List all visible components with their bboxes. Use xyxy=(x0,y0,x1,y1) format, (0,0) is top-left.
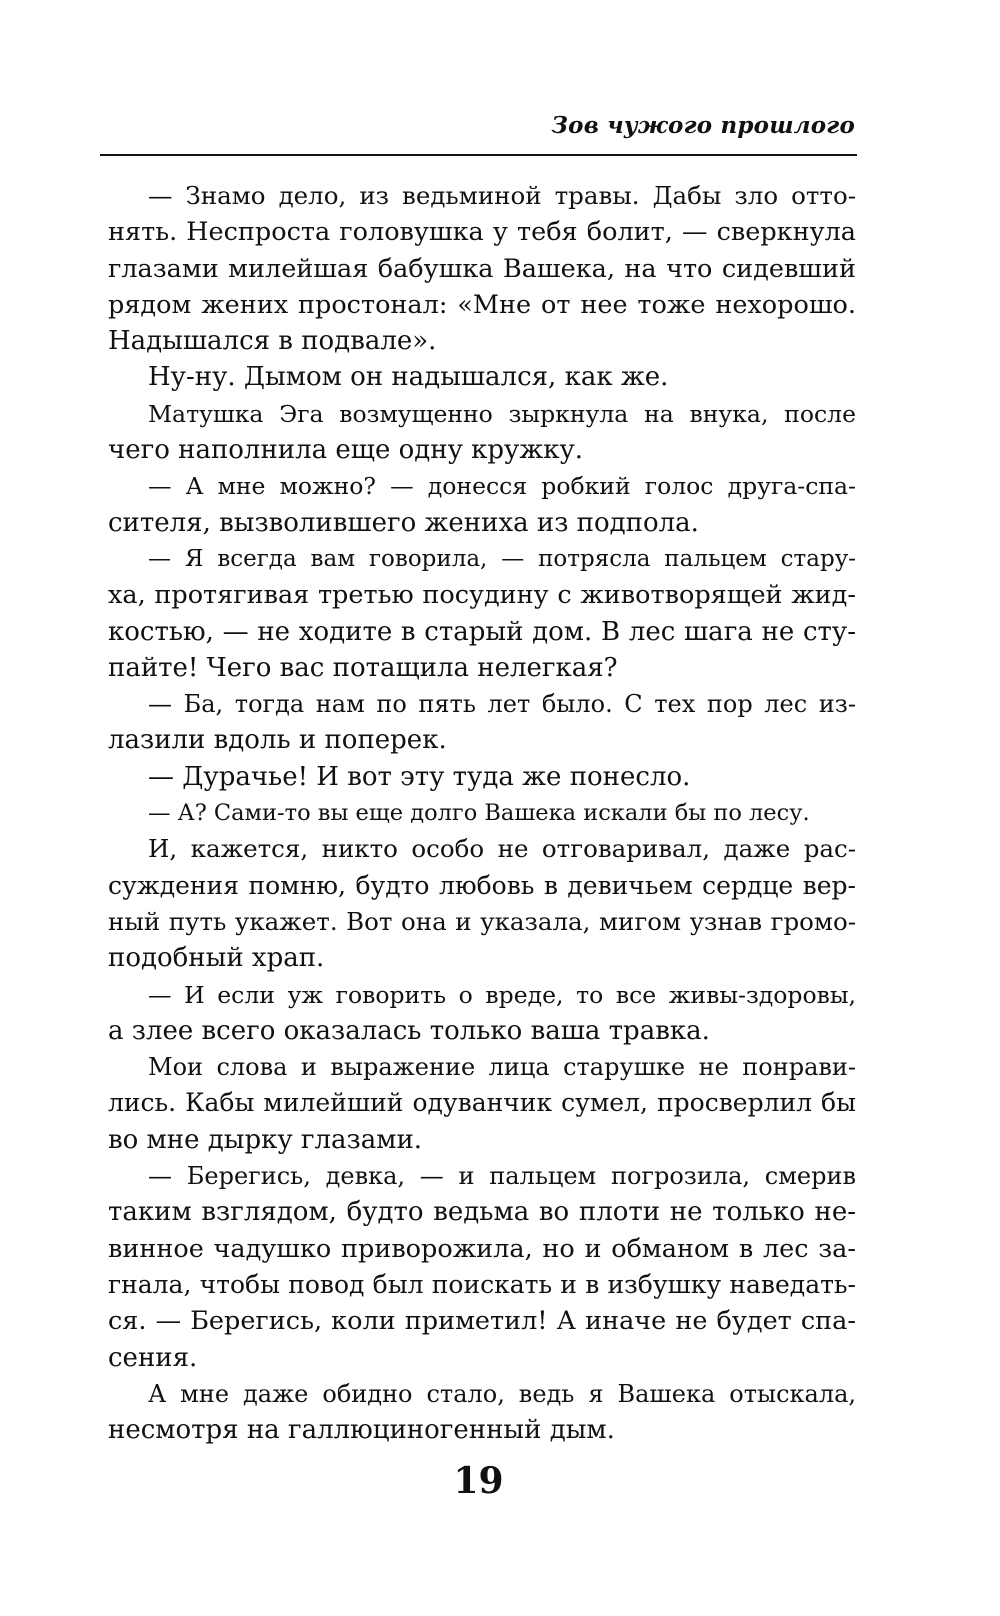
text-line: ный путь укажет. Вот она и указала, мигом узнав громо- xyxy=(108,906,856,936)
text-line: глазами милейшая бабушка Вашека, на что сидевший xyxy=(108,253,856,284)
paragraph xyxy=(108,1158,856,1376)
text-line: И, кажется, никто особо не отговаривал, даже рас- xyxy=(148,834,856,864)
text-line: — А мне можно? — донесся робкий голос друга-спа- xyxy=(148,472,856,501)
text-line: сителя, вызволившего жениха из подпола. xyxy=(108,507,699,538)
paragraph xyxy=(108,1376,856,1449)
paragraph xyxy=(108,795,856,831)
page-number: 19 xyxy=(453,1460,504,1502)
text-line: костью, — не ходите в старый дом. В лес шага не сту- xyxy=(108,616,856,647)
header-rule xyxy=(100,154,857,156)
text-line: подобный храп. xyxy=(108,943,325,974)
paragraph xyxy=(108,178,856,359)
text-line: — Я всегда вам говорила, — потрясла пальцем стару- xyxy=(148,545,856,572)
text-line: сения. xyxy=(108,1342,198,1373)
text-line: Матушка Эга возмущенно зыркнула на внука, после xyxy=(148,399,856,428)
text-line: Ну-ну. Дымом он надышался, как же. xyxy=(148,362,669,393)
text-line: а злее всего оказалась только ваша травка. xyxy=(108,1015,710,1046)
text-line: рядом жених простонал: «Мне от нее тоже нехорошо. xyxy=(108,289,856,320)
text-line: — Знамо дело, из ведьминой травы. Дабы зло отто- xyxy=(148,181,856,210)
text-line: — Ба, тогда нам по пять лет было. С тех пор лес из- xyxy=(148,690,856,719)
text-line: пайте! Чего вас потащила нелегкая? xyxy=(108,652,618,683)
running-title: Зов чужого прошлого xyxy=(551,112,855,139)
text-line: — Дурачье! И вот эту туда же понесло. xyxy=(148,761,691,792)
body-text xyxy=(108,178,856,1448)
paragraph xyxy=(108,686,856,759)
text-line: нять. Неспроста головушка у тебя болит, — сверкнула xyxy=(108,217,856,248)
text-line: гнала, чтобы повод был поискать и в избушку наведать- xyxy=(108,1269,856,1299)
text-line: Надышался в подвале». xyxy=(108,326,437,357)
paragraph xyxy=(108,977,856,1050)
text-line: таким взглядом, будто ведьма во плоти не только не- xyxy=(108,1197,856,1228)
text-line: несмотря на галлюциногенный дым. xyxy=(108,1415,615,1446)
paragraph xyxy=(108,396,856,469)
text-line: А мне даже обидно стало, ведь я Вашека отыскала, xyxy=(148,1379,856,1408)
text-line: Мои слова и выражение лица старушке не понрави- xyxy=(148,1053,856,1082)
text-line: лись. Кабы милейший одуванчик сумел, просверлил бы xyxy=(108,1088,856,1118)
text-line: суждения помню, будто любовь в девичьем сердце вер- xyxy=(108,870,856,900)
text-line: чего наполнила еще одну кружку. xyxy=(108,435,584,466)
text-line: ха, протягивая третью посудину с животворящей жид- xyxy=(108,580,856,611)
text-line: винное чадушко приворожила, но и обманом в лес за- xyxy=(108,1233,856,1264)
paragraph xyxy=(108,541,856,686)
text-line: ся. — Берегись, коли приметил! А иначе не будет спа- xyxy=(108,1306,856,1337)
text-line: — Берегись, девка, — и пальцем погрозила, смерив xyxy=(148,1162,856,1191)
paragraph xyxy=(108,468,856,541)
paragraph xyxy=(108,359,856,395)
paragraph xyxy=(108,831,856,976)
paragraph xyxy=(108,1049,856,1158)
text-line: — И если уж говорить о вреде, то все живы-здоровы, xyxy=(148,980,856,1009)
paragraph xyxy=(108,759,856,795)
text-line: во мне дырку глазами. xyxy=(108,1124,423,1155)
text-line: лазили вдоль и поперек. xyxy=(108,725,447,756)
text-line: — А? Сами-то вы еще долго Вашека искали бы по лесу. xyxy=(148,800,810,827)
